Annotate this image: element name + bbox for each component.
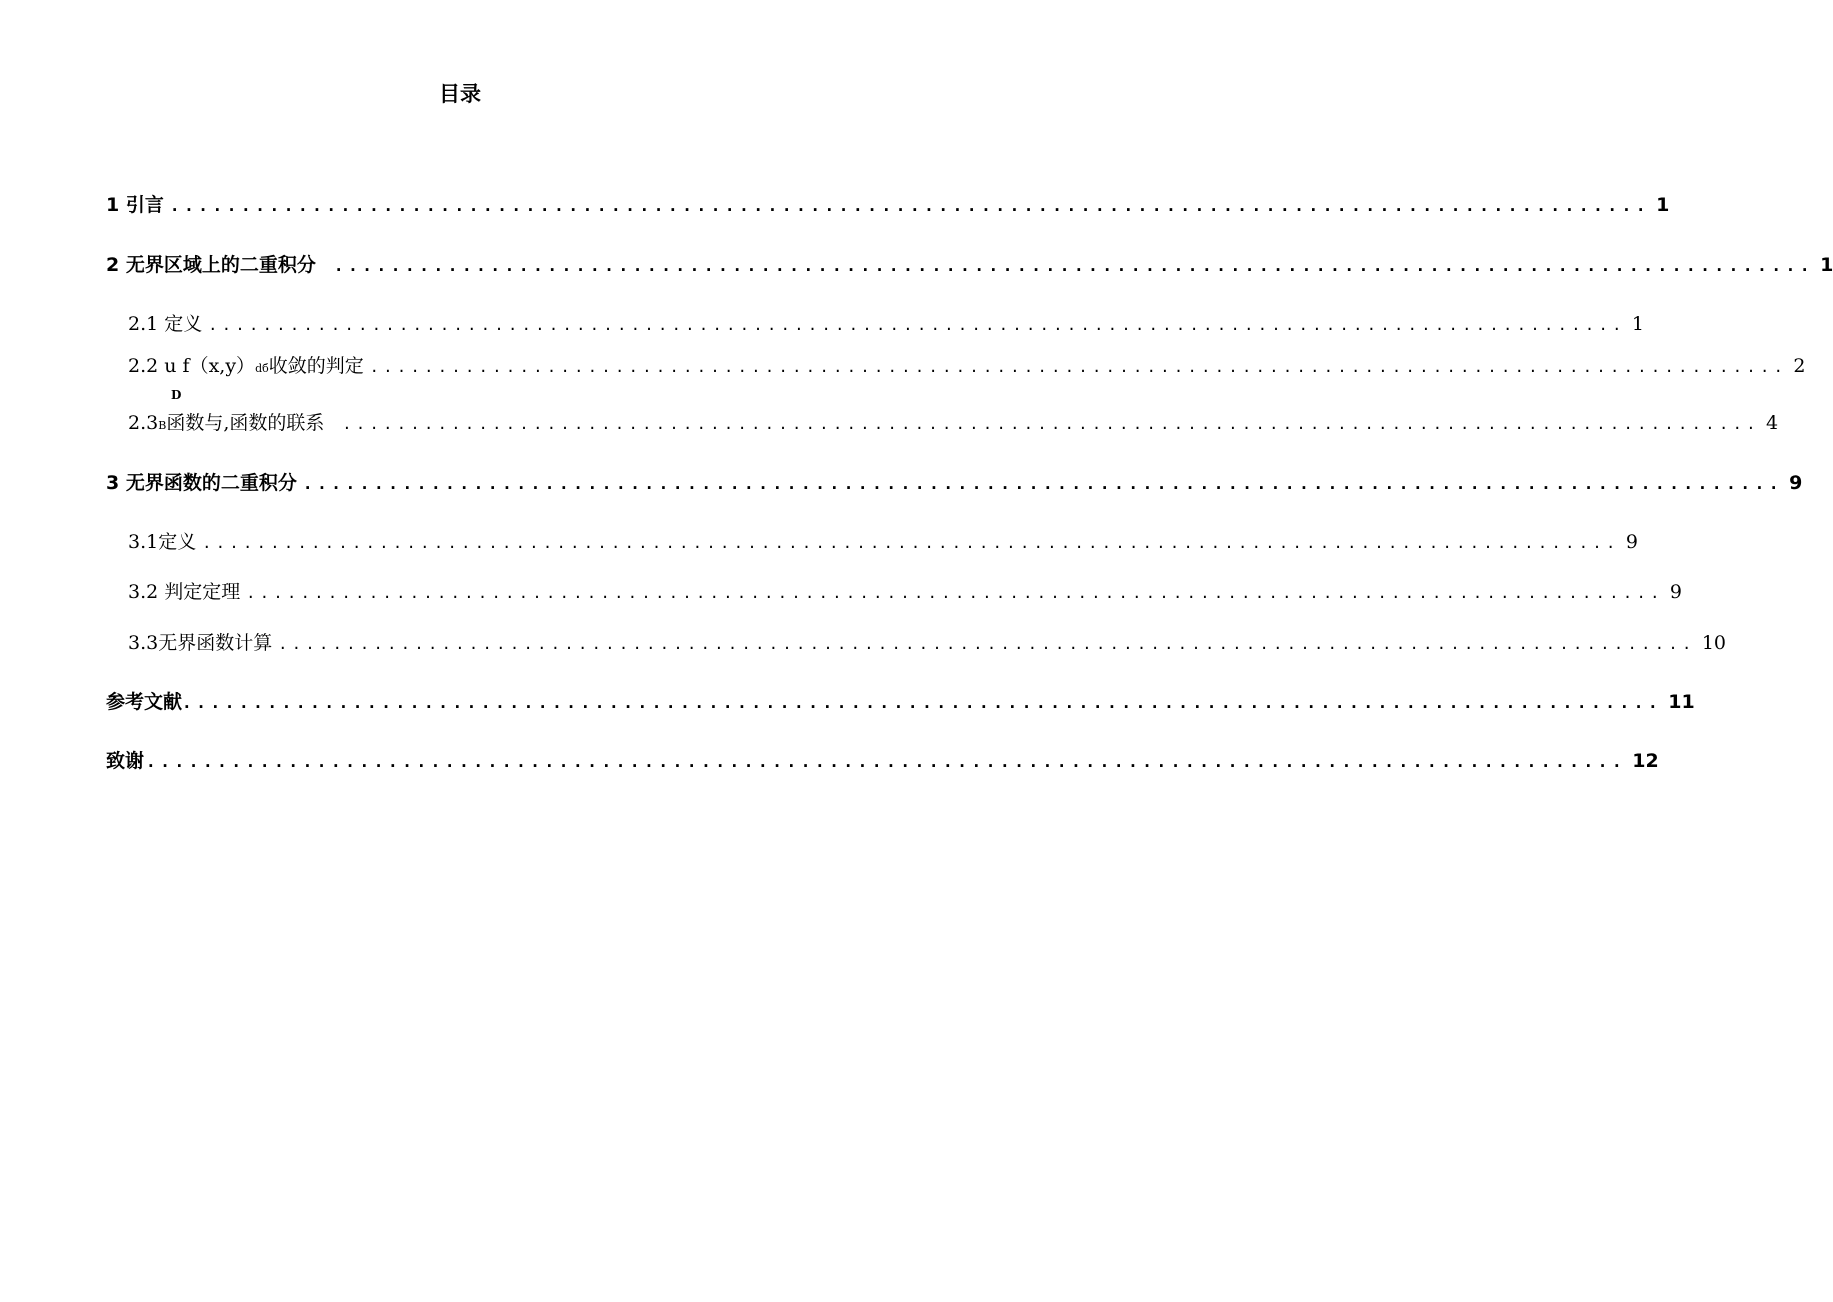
- toc-entry-label: 2 无界区域上的二重积分: [106, 254, 316, 276]
- toc-entry-label: [128, 408, 324, 435]
- toc-entry-page: 9: [1669, 581, 1682, 603]
- toc-title: 目录: [439, 82, 481, 106]
- toc-entry-page: 9: [1789, 472, 1803, 494]
- dot-leader: ........................................................................................................: [146, 752, 1627, 771]
- toc-entry-label: 致谢: [106, 750, 145, 772]
- toc-entry-page: 10: [1701, 632, 1727, 654]
- dot-leader: ........................................................................................................: [246, 584, 1664, 602]
- dot-leader: ........................................................................................................: [169, 196, 1651, 215]
- toc-entry-label-tail: 收敛的判定: [268, 355, 364, 377]
- toc-entry-references[interactable]: [106, 687, 1695, 714]
- dot-leader: ........................................................................................................: [302, 474, 1784, 493]
- toc-entry-definition-2-1[interactable]: [128, 309, 1644, 336]
- toc-entry-label: 3.3无界函数计算: [128, 632, 273, 654]
- toc-entry-definition-3-1[interactable]: [128, 527, 1638, 554]
- toc-entry-page: 2: [1793, 355, 1806, 377]
- toc-entry-unbounded-region[interactable]: [106, 250, 1833, 277]
- toc-entry-label: 2.1 定义: [128, 313, 203, 335]
- toc-entry-label: 3.2 判定定理: [128, 581, 241, 603]
- dot-leader: ........................................................................................................: [333, 256, 1815, 275]
- toc-entry-beta-function-2-3[interactable]: [128, 408, 1779, 435]
- toc-entry-unbounded-function[interactable]: [106, 468, 1803, 495]
- toc-entry-page: 4: [1765, 412, 1779, 434]
- dot-leader: ........................................................................................................: [369, 358, 1788, 376]
- toc-entry-calculation-3-3[interactable]: [128, 628, 1727, 655]
- toc-entry-page: 9: [1625, 531, 1638, 553]
- toc-entry-label: [128, 351, 364, 378]
- toc-entry-acknowledgements[interactable]: [106, 746, 1659, 773]
- toc-entry-introduction[interactable]: [106, 190, 1670, 217]
- toc-entry-theorem-3-2[interactable]: [128, 577, 1682, 604]
- toc-entry-page: 1: [1656, 194, 1670, 216]
- toc-entry-convergence-2-2[interactable]: [128, 351, 1806, 378]
- toc-entry-label-sub: dб: [255, 362, 269, 375]
- toc-entry-page: 1: [1820, 254, 1833, 276]
- toc-entry-page: 1: [1631, 313, 1644, 335]
- toc-entry-label: 3.1定义: [128, 531, 197, 553]
- dot-leader: ........................................................................................................: [278, 635, 1696, 653]
- toc-entry-label-main: 2.3: [128, 412, 159, 434]
- dot-leader: ........................................................................................................: [342, 415, 1760, 433]
- toc-entry-label-main: 2.2 u f（x,y）: [128, 355, 256, 377]
- toc-entry-label: 1 引言: [106, 194, 164, 216]
- toc-entry-page: 12: [1632, 750, 1659, 772]
- toc-entry-label-sub: B: [158, 419, 167, 432]
- toc-entry-label: 参考文献: [106, 691, 183, 713]
- dot-leader: ........................................................................................................: [202, 534, 1620, 552]
- stray-mark: D: [171, 388, 182, 402]
- toc-entry-label-tail: 函数与,函数的联系: [166, 412, 325, 434]
- dot-leader: ........................................................................................................: [182, 693, 1663, 712]
- dot-leader: ........................................................................................................: [208, 316, 1626, 334]
- toc-entry-label: 3 无界函数的二重积分: [106, 472, 297, 494]
- toc-entry-page: 11: [1668, 691, 1695, 713]
